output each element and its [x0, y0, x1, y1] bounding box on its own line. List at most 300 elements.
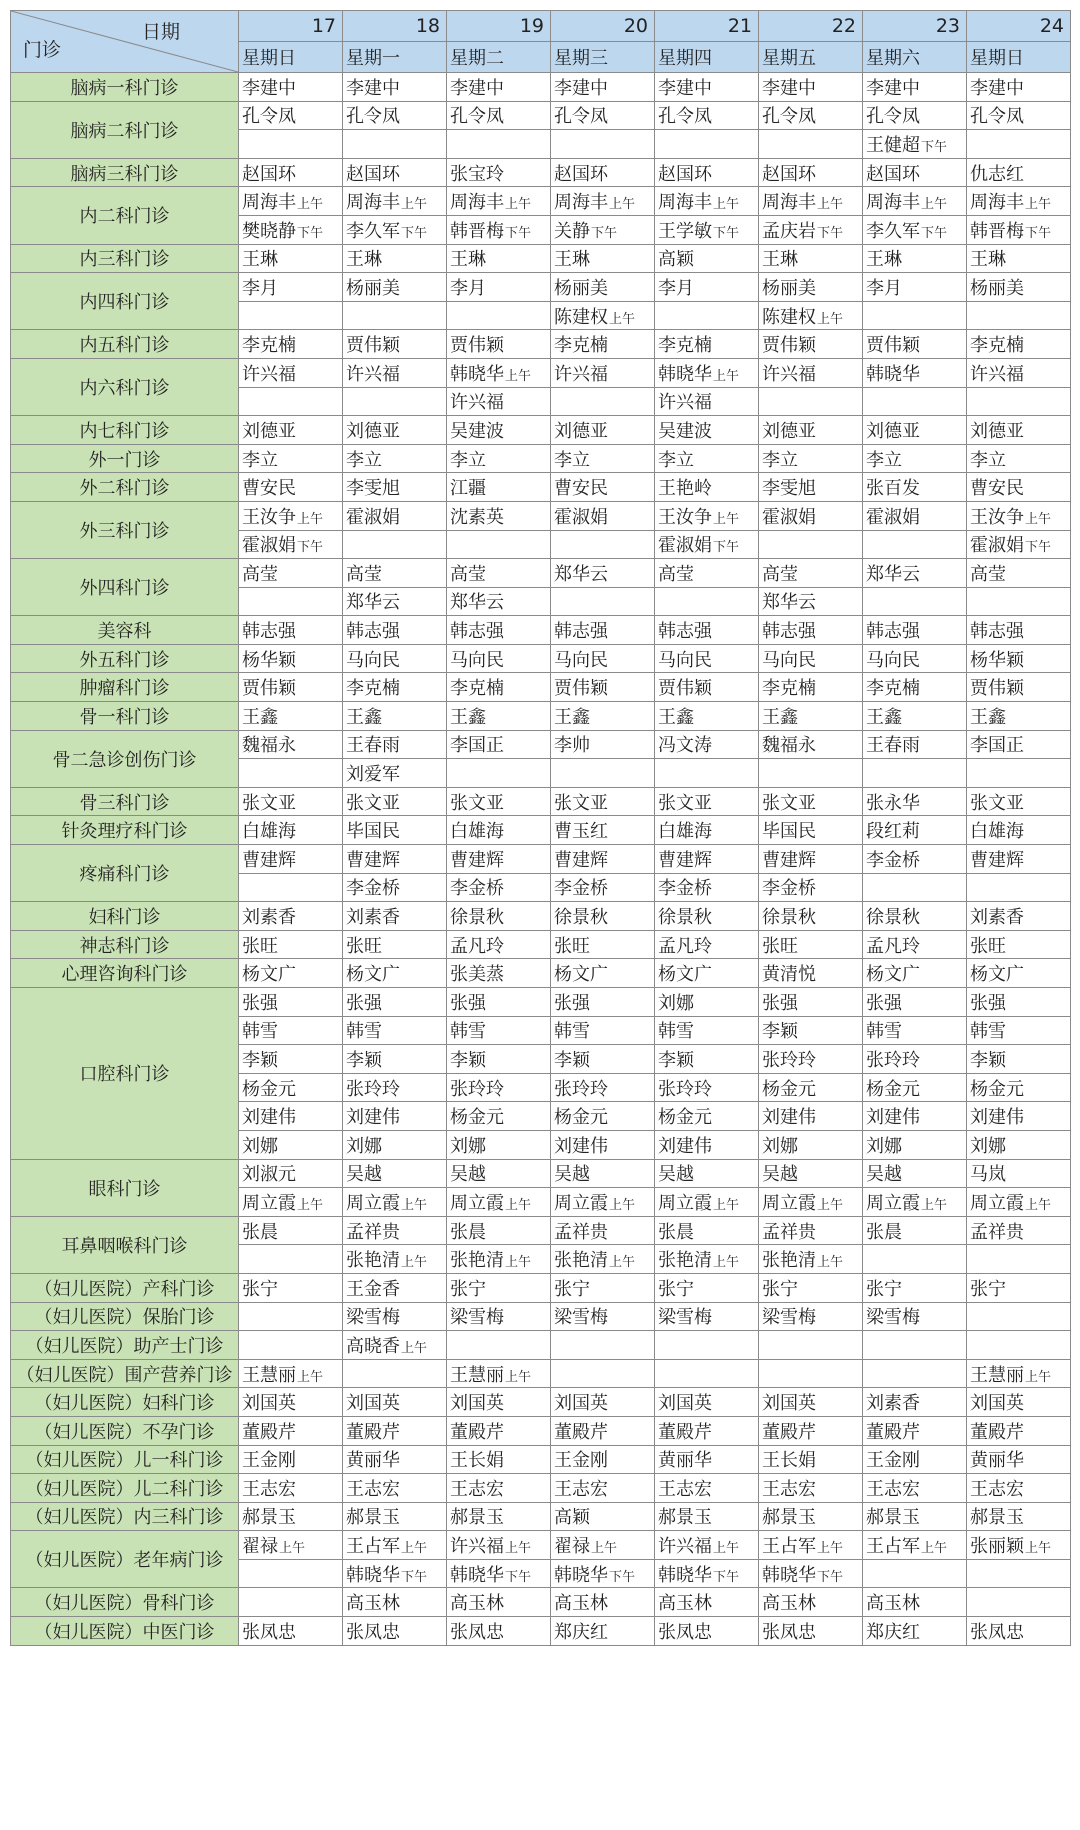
shift-label: 下午: [505, 1569, 532, 1585]
schedule-row: [11, 1474, 1071, 1503]
clinic-name: 脑病一科门诊: [11, 73, 239, 102]
shift-label: 上午: [817, 1197, 844, 1213]
clinic-name: （妇儿医院）助产士门诊: [11, 1331, 239, 1360]
doctor-name: 王汝争: [242, 506, 296, 528]
doctor-name: 韩志强: [658, 621, 712, 643]
doctor-cell: [759, 1331, 863, 1360]
doctor-name: 孟庆岩: [762, 220, 816, 242]
doctor-name: 刘国英: [242, 1393, 296, 1415]
doctor-cell: [759, 444, 863, 473]
doctor-name: 李颖: [970, 1049, 1006, 1071]
doctor-cell: [863, 130, 967, 159]
doctor-name: 张文亚: [658, 792, 712, 814]
doctor-name: 杨华颖: [242, 649, 296, 671]
shift-label: 上午: [713, 1197, 740, 1213]
doctor-cell: [863, 702, 967, 731]
doctor-cell: [655, 873, 759, 902]
doctor-cell: [239, 273, 343, 302]
doctor-cell: [447, 930, 551, 959]
doctor-cell: [551, 416, 655, 445]
doctor-name: 孔令凤: [658, 106, 712, 128]
doctor-cell: [239, 416, 343, 445]
doctor-cell: [967, 787, 1071, 816]
doctor-cell: [343, 473, 447, 502]
doctor-name: 关静: [554, 220, 590, 242]
doctor-name: 高莹: [450, 563, 486, 585]
doctor-cell: [863, 1273, 967, 1302]
doctor-cell: [967, 988, 1071, 1017]
doctor-cell: [343, 873, 447, 902]
doctor-cell: [551, 530, 655, 559]
doctor-cell: [239, 845, 343, 874]
doctor-cell: [551, 73, 655, 102]
clinic-name: 耳鼻咽喉科门诊: [11, 1216, 239, 1273]
doctor-name: 刘建伟: [346, 1107, 400, 1129]
doctor-cell: [447, 1245, 551, 1274]
doctor-name: 刘德亚: [554, 420, 608, 442]
doctor-cell: [343, 1559, 447, 1588]
doctor-cell: [967, 930, 1071, 959]
doctor-cell: [343, 959, 447, 988]
doctor-cell: [759, 816, 863, 845]
doctor-cell: [863, 1416, 967, 1445]
doctor-name: 韩雪: [554, 1021, 590, 1043]
doctor-name: 张玲玲: [450, 1078, 504, 1100]
doctor-name: 李月: [242, 277, 278, 299]
shift-label: 上午: [1025, 197, 1052, 213]
doctor-cell: [655, 130, 759, 159]
schedule-row: [11, 673, 1071, 702]
doctor-name: 高玉林: [450, 1593, 504, 1615]
doctor-cell: [447, 1502, 551, 1531]
doctor-cell: [239, 358, 343, 387]
doctor-cell: [239, 473, 343, 502]
doctor-cell: [967, 416, 1071, 445]
doctor-name: 孟祥贵: [554, 1221, 608, 1243]
doctor-name: 董殿芹: [970, 1421, 1024, 1443]
doctor-cell: [343, 1159, 447, 1188]
doctor-cell: [551, 244, 655, 273]
doctor-name: 李雯旭: [346, 478, 400, 500]
doctor-cell: [655, 845, 759, 874]
doctor-name: 李克楠: [970, 335, 1024, 357]
doctor-name: 曹建辉: [346, 849, 400, 871]
doctor-cell: [551, 215, 655, 244]
doctor-cell: [447, 330, 551, 359]
doctor-name: 李建中: [866, 77, 920, 99]
schedule-row: [11, 787, 1071, 816]
doctor-cell: [759, 1016, 863, 1045]
doctor-cell: [759, 1559, 863, 1588]
shift-label: 上午: [609, 1197, 636, 1213]
doctor-name: 王艳岭: [658, 478, 712, 500]
doctor-name: 杨金元: [450, 1107, 504, 1129]
date-header: 19: [447, 11, 551, 42]
doctor-name: 杨文广: [866, 964, 920, 986]
doctor-name: 吴越: [450, 1164, 486, 1186]
doctor-name: 李立: [970, 449, 1006, 471]
doctor-cell: [343, 387, 447, 416]
doctor-name: 孔令凤: [970, 106, 1024, 128]
doctor-name: 刘国英: [762, 1393, 816, 1415]
doctor-cell: [551, 1016, 655, 1045]
doctor-name: 刘娜: [866, 1135, 902, 1157]
doctor-cell: [863, 473, 967, 502]
doctor-cell: [551, 1159, 655, 1188]
doctor-cell: [655, 1588, 759, 1617]
doctor-name: 张丽颖: [970, 1536, 1024, 1558]
doctor-name: 张宝玲: [450, 163, 504, 185]
doctor-name: 赵国环: [762, 163, 816, 185]
doctor-name: 张宁: [554, 1278, 590, 1300]
doctor-name: 董殿芹: [554, 1421, 608, 1443]
doctor-cell: [967, 673, 1071, 702]
schedule-row: [11, 416, 1071, 445]
doctor-cell: [239, 1273, 343, 1302]
doctor-name: 张凤忠: [762, 1621, 816, 1643]
doctor-name: 王鑫: [554, 706, 590, 728]
doctor-cell: [239, 616, 343, 645]
doctor-name: 杨金元: [554, 1107, 608, 1129]
clinic-name: 内五科门诊: [11, 330, 239, 359]
clinic-name: 心理咨询科门诊: [11, 959, 239, 988]
doctor-cell: [967, 473, 1071, 502]
doctor-cell: [551, 444, 655, 473]
clinic-name: 肿瘤科门诊: [11, 673, 239, 702]
doctor-name: 仇志红: [970, 163, 1024, 185]
doctor-name: 白雄海: [970, 821, 1024, 843]
shift-label: 上午: [401, 1255, 428, 1271]
doctor-cell: [343, 816, 447, 845]
doctor-cell: [239, 959, 343, 988]
doctor-cell: [447, 559, 551, 588]
doctor-cell: [343, 845, 447, 874]
doctor-cell: [447, 1016, 551, 1045]
doctor-name: 马向民: [346, 649, 400, 671]
doctor-name: 张美蒸: [450, 964, 504, 986]
doctor-name: 董殿芹: [346, 1421, 400, 1443]
doctor-cell: [343, 301, 447, 330]
doctor-name: 徐景秋: [866, 907, 920, 929]
doctor-cell: [239, 158, 343, 187]
doctor-name: 张旺: [346, 935, 382, 957]
corner-clinic-label: 门诊: [23, 39, 62, 61]
doctor-cell: [759, 730, 863, 759]
doctor-cell: [343, 1445, 447, 1474]
doctor-name: 曹建辉: [242, 849, 296, 871]
doctor-cell: [655, 416, 759, 445]
doctor-name: 王志宏: [658, 1478, 712, 1500]
doctor-name: 王志宏: [866, 1478, 920, 1500]
doctor-name: 李颖: [242, 1049, 278, 1071]
doctor-name: 李金桥: [554, 878, 608, 900]
doctor-name: 段红莉: [866, 821, 920, 843]
date-header: 24: [967, 11, 1071, 42]
doctor-cell: [239, 988, 343, 1017]
clinic-name: 内七科门诊: [11, 416, 239, 445]
doctor-name: 赵国环: [658, 163, 712, 185]
doctor-name: 张凤忠: [242, 1621, 296, 1643]
shift-label: 上午: [297, 1369, 324, 1385]
doctor-cell: [239, 1331, 343, 1360]
doctor-cell: [863, 1245, 967, 1274]
doctor-cell: [655, 1073, 759, 1102]
doctor-cell: [239, 1445, 343, 1474]
doctor-name: 韩志强: [554, 621, 608, 643]
doctor-name: 刘建伟: [866, 1107, 920, 1129]
clinic-name: （妇儿医院）产科门诊: [11, 1273, 239, 1302]
doctor-name: 李国正: [450, 735, 504, 757]
shift-label: 下午: [401, 1569, 428, 1585]
doctor-cell: [551, 559, 655, 588]
doctor-cell: [239, 587, 343, 616]
doctor-cell: [551, 816, 655, 845]
doctor-name: 王占军: [346, 1536, 400, 1558]
doctor-cell: [759, 1502, 863, 1531]
doctor-name: 刘素香: [346, 907, 400, 929]
doctor-name: 王春雨: [866, 735, 920, 757]
shift-label: 下午: [297, 225, 324, 241]
doctor-cell: [655, 559, 759, 588]
doctor-cell: [447, 130, 551, 159]
doctor-cell: [967, 387, 1071, 416]
doctor-cell: [343, 1073, 447, 1102]
clinic-name: 外五科门诊: [11, 644, 239, 673]
doctor-cell: [343, 730, 447, 759]
doctor-name: 贾伟颖: [346, 335, 400, 357]
doctor-cell: [967, 644, 1071, 673]
doctor-cell: [863, 587, 967, 616]
clinic-name: 外一门诊: [11, 444, 239, 473]
doctor-name: 李立: [554, 449, 590, 471]
doctor-name: 郑华云: [554, 563, 608, 585]
schedule-row: [11, 1302, 1071, 1331]
shift-label: 下午: [297, 540, 324, 556]
doctor-cell: [239, 1102, 343, 1131]
doctor-cell: [655, 158, 759, 187]
doctor-name: 李颖: [450, 1049, 486, 1071]
doctor-name: 韩雪: [242, 1021, 278, 1043]
doctor-name: 许兴福: [554, 363, 608, 385]
doctor-name: 王金刚: [554, 1450, 608, 1472]
schedule-row: [11, 1531, 1071, 1560]
doctor-name: 黄丽华: [346, 1450, 400, 1472]
doctor-name: 杨金元: [762, 1078, 816, 1100]
shift-label: 下午: [1025, 225, 1052, 241]
schedule-row: [11, 816, 1071, 845]
doctor-name: 霍淑娟: [242, 535, 296, 557]
doctor-name: 赵国环: [242, 163, 296, 185]
doctor-name: 刘娜: [346, 1135, 382, 1157]
doctor-cell: [343, 1331, 447, 1360]
doctor-name: 张旺: [970, 935, 1006, 957]
shift-label: 上午: [505, 1197, 532, 1213]
doctor-cell: [447, 1130, 551, 1159]
doctor-cell: [343, 559, 447, 588]
date-row: [11, 11, 1071, 42]
doctor-cell: [863, 1331, 967, 1360]
doctor-name: 张文亚: [346, 792, 400, 814]
doctor-name: 王琳: [554, 249, 590, 271]
doctor-cell: [239, 1188, 343, 1217]
doctor-cell: [863, 330, 967, 359]
clinic-name: （妇儿医院）中医门诊: [11, 1617, 239, 1646]
doctor-name: 马向民: [450, 649, 504, 671]
doctor-name: 王鑫: [658, 706, 694, 728]
doctor-name: 杨丽美: [970, 277, 1024, 299]
doctor-cell: [863, 644, 967, 673]
doctor-name: 张强: [242, 992, 278, 1014]
doctor-cell: [551, 1445, 655, 1474]
clinic-name: 骨一科门诊: [11, 702, 239, 731]
doctor-name: 孔令凤: [554, 106, 608, 128]
doctor-name: 张宁: [450, 1278, 486, 1300]
doctor-name: 张文亚: [450, 792, 504, 814]
doctor-cell: [759, 873, 863, 902]
doctor-name: 张玲玲: [866, 1049, 920, 1071]
clinic-name: 美容科: [11, 616, 239, 645]
doctor-cell: [967, 1188, 1071, 1217]
schedule-row: [11, 1588, 1071, 1617]
doctor-cell: [551, 730, 655, 759]
doctor-cell: [551, 1245, 655, 1274]
doctor-name: 李金桥: [346, 878, 400, 900]
weekday-header: 星期四: [655, 42, 759, 73]
doctor-cell: [551, 959, 655, 988]
doctor-cell: [863, 959, 967, 988]
doctor-name: 杨文广: [658, 964, 712, 986]
doctor-name: 曹建辉: [762, 849, 816, 871]
doctor-name: 周海丰: [346, 192, 400, 214]
shift-label: 上午: [505, 1255, 532, 1271]
doctor-cell: [447, 616, 551, 645]
doctor-name: 吴建波: [658, 420, 712, 442]
doctor-name: 张旺: [242, 935, 278, 957]
doctor-name: 徐景秋: [762, 907, 816, 929]
doctor-cell: [551, 130, 655, 159]
doctor-cell: [655, 1359, 759, 1388]
doctor-cell: [655, 787, 759, 816]
doctor-cell: [863, 1159, 967, 1188]
doctor-name: 张凤忠: [450, 1621, 504, 1643]
doctor-cell: [863, 1388, 967, 1417]
doctor-name: 张强: [866, 992, 902, 1014]
doctor-name: 郝景玉: [866, 1507, 920, 1529]
doctor-name: 赵国环: [554, 163, 608, 185]
doctor-cell: [759, 1216, 863, 1245]
doctor-cell: [551, 930, 655, 959]
doctor-cell: [759, 215, 863, 244]
doctor-cell: [343, 1617, 447, 1646]
doctor-name: 周海丰: [554, 192, 608, 214]
shift-label: 上午: [817, 1255, 844, 1271]
doctor-cell: [551, 1102, 655, 1131]
doctor-name: 翟禄: [242, 1536, 278, 1558]
shift-label: 上午: [713, 197, 740, 213]
doctor-name: 张晨: [242, 1221, 278, 1243]
doctor-cell: [447, 387, 551, 416]
doctor-name: 郑华云: [762, 592, 816, 614]
doctor-name: 李立: [762, 449, 798, 471]
doctor-name: 徐景秋: [554, 907, 608, 929]
doctor-cell: [967, 101, 1071, 130]
shift-label: 上午: [279, 1541, 306, 1557]
doctor-cell: [655, 244, 759, 273]
doctor-cell: [343, 215, 447, 244]
shift-label: 下午: [1025, 540, 1052, 556]
doctor-cell: [863, 845, 967, 874]
doctor-name: 王琳: [866, 249, 902, 271]
doctor-cell: [655, 1531, 759, 1560]
doctor-cell: [967, 1216, 1071, 1245]
doctor-name: 孔令凤: [242, 106, 296, 128]
doctor-name: 郝景玉: [762, 1507, 816, 1529]
shift-label: 上午: [609, 311, 636, 327]
doctor-name: 刘建伟: [658, 1135, 712, 1157]
doctor-cell: [759, 1045, 863, 1074]
date-header: 23: [863, 11, 967, 42]
doctor-name: 张玲玲: [658, 1078, 712, 1100]
doctor-cell: [343, 902, 447, 931]
doctor-cell: [655, 215, 759, 244]
doctor-cell: [447, 1474, 551, 1503]
doctor-name: 曹安民: [554, 478, 608, 500]
schedule-row: [11, 1388, 1071, 1417]
doctor-cell: [759, 1159, 863, 1188]
doctor-name: 韩晓华: [658, 1564, 712, 1586]
doctor-name: 李颖: [346, 1049, 382, 1071]
doctor-cell: [759, 73, 863, 102]
doctor-name: 李克楠: [658, 335, 712, 357]
clinic-name: 口腔科门诊: [11, 988, 239, 1160]
schedule-row: [11, 902, 1071, 931]
doctor-cell: [863, 273, 967, 302]
shift-label: 下午: [817, 225, 844, 241]
shift-label: 下午: [609, 1569, 636, 1585]
doctor-name: 刘淑元: [242, 1164, 296, 1186]
doctor-name: 许兴福: [450, 1536, 504, 1558]
doctor-cell: [551, 1331, 655, 1360]
doctor-name: 郝景玉: [970, 1507, 1024, 1529]
doctor-cell: [239, 187, 343, 216]
doctor-cell: [967, 845, 1071, 874]
doctor-cell: [551, 387, 655, 416]
doctor-cell: [447, 1273, 551, 1302]
doctor-name: 张强: [346, 992, 382, 1014]
shift-label: 下午: [921, 139, 948, 155]
doctor-name: 梁雪梅: [658, 1307, 712, 1329]
doctor-name: 高颖: [658, 249, 694, 271]
doctor-name: 杨金元: [658, 1107, 712, 1129]
doctor-cell: [863, 759, 967, 788]
doctor-name: 李金桥: [450, 878, 504, 900]
doctor-cell: [343, 73, 447, 102]
doctor-cell: [447, 1102, 551, 1131]
doctor-cell: [655, 1188, 759, 1217]
doctor-name: 周海丰: [866, 192, 920, 214]
doctor-cell: [447, 215, 551, 244]
doctor-name: 张宁: [242, 1278, 278, 1300]
doctor-cell: [343, 1102, 447, 1131]
schedule-row: [11, 1159, 1071, 1188]
doctor-cell: [239, 759, 343, 788]
doctor-cell: [447, 1045, 551, 1074]
doctor-name: 杨文广: [554, 964, 608, 986]
date-header: 17: [239, 11, 343, 42]
doctor-cell: [447, 1617, 551, 1646]
doctor-name: 梁雪梅: [450, 1307, 504, 1329]
doctor-cell: [239, 873, 343, 902]
